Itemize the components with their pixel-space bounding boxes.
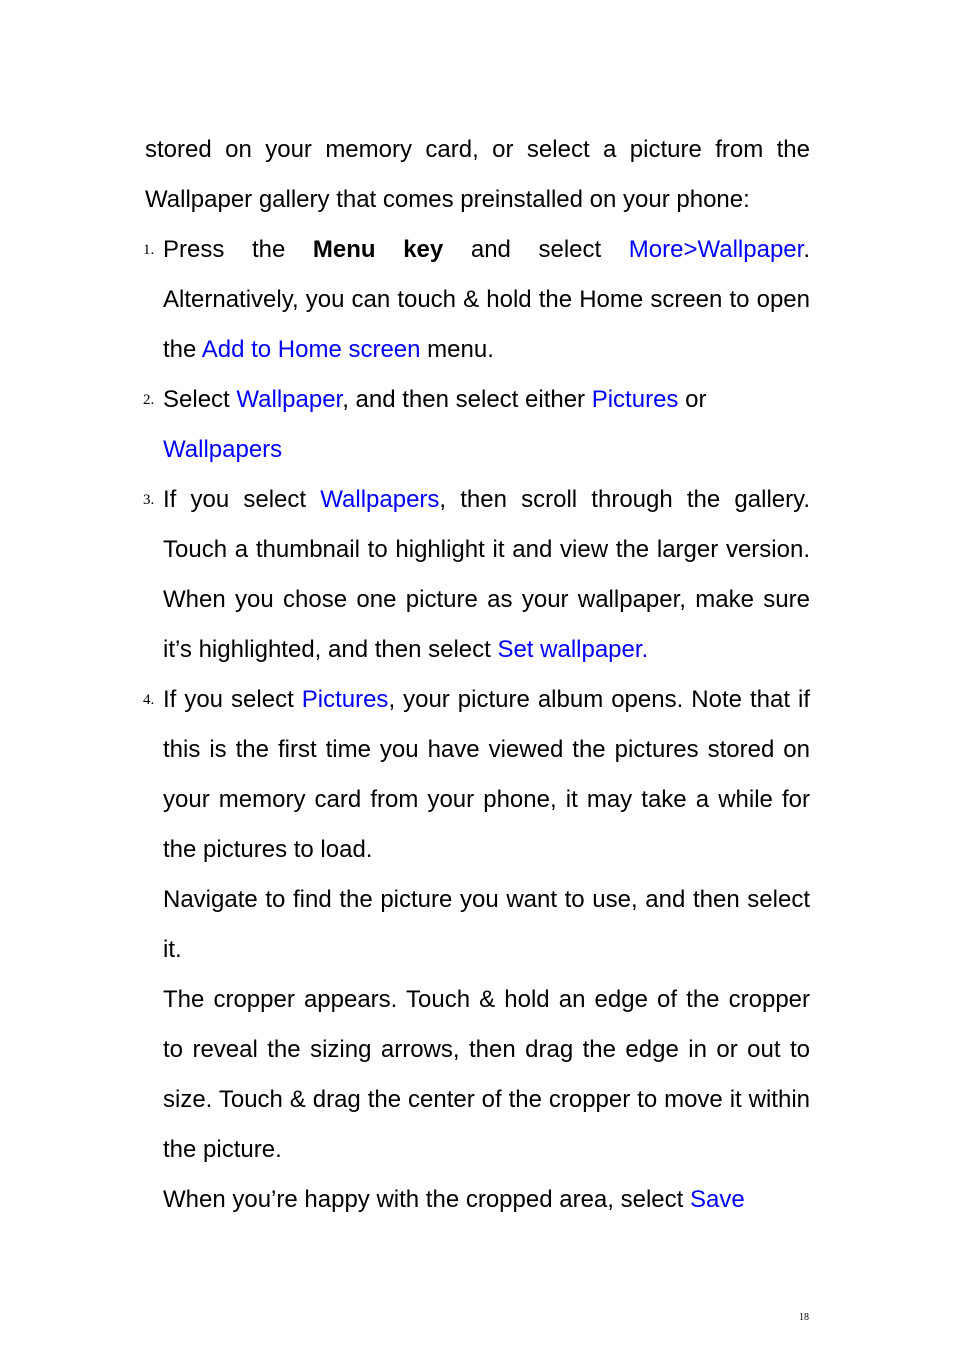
step-text: Select [163, 386, 237, 413]
save-paragraph-text: When you’re happy with the cropped area, select [163, 1186, 690, 1213]
step-1 [145, 225, 810, 375]
add-to-home-screen-link[interactable]: Add to Home screen [201, 336, 421, 363]
menu-key-label: Menu key [312, 236, 444, 263]
step-number: 2. [143, 392, 155, 408]
intro-paragraph: stored on your memory card, or select a picture from the Wallpaper gallery that comes preinstalled on your phone: [145, 136, 810, 213]
step-text: , your picture album opens. Note that if this is the first time you have viewed the pictures stored on your memory card from your phone, it may take a while for the pictures to load. [163, 686, 810, 863]
step-number: 3. [143, 492, 155, 508]
save-paragraph [145, 1175, 810, 1225]
step-text: and select [443, 236, 629, 263]
step-text: menu. [420, 336, 494, 363]
step-3 [145, 475, 810, 675]
step-number: 1. [143, 242, 155, 258]
step-text: . Alternatively, you can touch & hold the Home screen to open the [163, 236, 810, 363]
wallpapers-link[interactable]: Wallpapers [320, 486, 440, 513]
document-body [145, 125, 810, 1225]
wallpapers-link[interactable]: Wallpapers [163, 436, 283, 463]
navigate-paragraph: Navigate to find the picture you want to use, and then select it. [163, 886, 810, 963]
step-text: If you select [163, 486, 321, 513]
pictures-link[interactable]: Pictures [591, 386, 679, 413]
step-text: , then scroll through the gallery. Touch a thumbnail to highlight it and view the larger version. When you chose one picture as your wallpaper, make sure it’s highlighted, and then select [163, 486, 810, 663]
step-2 [145, 375, 810, 475]
set-wallpaper-link[interactable]: Set wallpaper. [497, 636, 649, 663]
step-text: If you select [163, 686, 302, 713]
step-text: , and then select either [342, 386, 592, 413]
step-text: Press the [163, 236, 313, 263]
step-4 [145, 675, 810, 875]
wallpaper-link[interactable]: Wallpaper [236, 386, 343, 413]
step-number: 4. [143, 692, 155, 708]
step-text: or [678, 386, 707, 413]
more-wallpaper-link[interactable]: More>Wallpaper [628, 236, 804, 263]
page-number: 18 [799, 1312, 809, 1323]
cropper-paragraph: The cropper appears. Touch & hold an edge of the cropper to reveal the sizing arrows, then drag the edge in or out to size. Touch & drag the center of the cropper to move it within the picture. [163, 986, 810, 1163]
pictures-link[interactable]: Pictures [301, 686, 389, 713]
save-link[interactable]: Save [689, 1186, 745, 1213]
